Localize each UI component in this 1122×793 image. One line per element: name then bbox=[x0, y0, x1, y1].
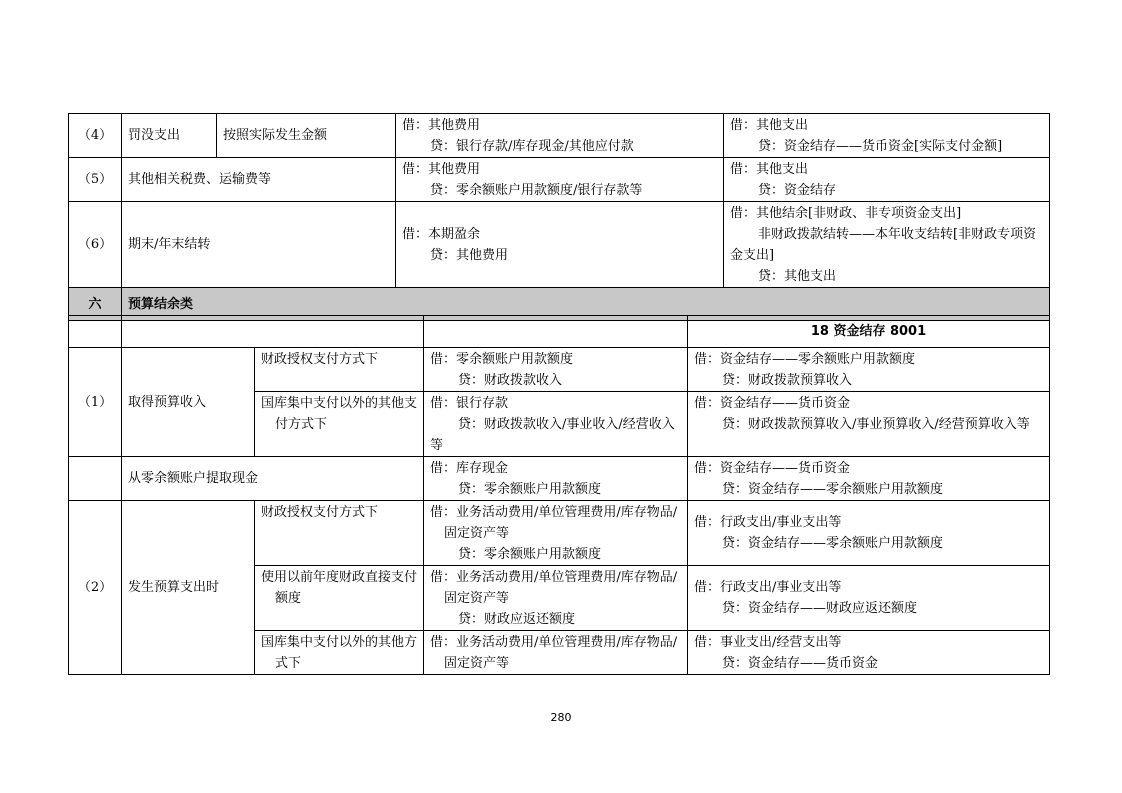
financial-entry bbox=[424, 348, 688, 392]
debit-line: 借：业务活动费用/单位管理费用/库存物品/固定资产等 bbox=[430, 635, 678, 671]
payment-way: 财政授权支付方式下 bbox=[255, 348, 424, 392]
table-header-row bbox=[69, 316, 1050, 348]
row-number: （5） bbox=[69, 158, 122, 202]
credit-line: 贷：资金结存——货币资金[实际支付金额] bbox=[758, 139, 1003, 154]
credit-line: 贷：其他费用 bbox=[430, 247, 509, 263]
credit-line: 贷：财政拨款预算收入/事业预算收入/经营预算收入等 bbox=[722, 417, 1030, 432]
credit-line: 贷：财政应返还额度 bbox=[458, 612, 576, 627]
debit-line: 借：业务活动费用/单位管理费用/库存物品/固定资产等 bbox=[430, 570, 678, 606]
item-cell: 期末/年末结转 bbox=[122, 202, 396, 288]
financial-entry bbox=[396, 114, 724, 158]
row-number: （1） bbox=[69, 348, 122, 457]
item-cell: 发生预算支出时 bbox=[122, 501, 255, 675]
credit-line: 贷：零余额账户用款额度 bbox=[458, 482, 602, 497]
section-number: 六 bbox=[69, 288, 122, 321]
credit-line: 贷：零余额账户用款额度/银行存款等 bbox=[430, 183, 643, 198]
financial-entry bbox=[424, 631, 688, 675]
table-row bbox=[69, 114, 1050, 158]
budget-entry bbox=[724, 158, 1050, 202]
table-row bbox=[69, 158, 1050, 202]
payment-way: 财政授权支付方式下 bbox=[255, 501, 424, 566]
budget-entry bbox=[688, 392, 1050, 457]
payment-way: 使用以前年度财政直接支付额度 bbox=[255, 566, 424, 631]
credit-line: 贷：零余额账户用款额度 bbox=[458, 547, 602, 562]
budget-entry bbox=[688, 457, 1050, 501]
debit-line: 借：行政支出/事业支出等 bbox=[694, 515, 842, 530]
credit-line: 贷：财政拨款预算收入 bbox=[722, 373, 853, 388]
credit-line: 贷：银行存款/库存现金/其他应付款 bbox=[430, 139, 634, 154]
credit-line: 贷：财政拨款收入 bbox=[458, 373, 563, 388]
debit-line: 借：银行存款 bbox=[430, 396, 509, 411]
row-number: （6） bbox=[69, 202, 122, 288]
entries-table-bottom bbox=[68, 315, 1050, 675]
credit-line: 贷：资金结存——零余额账户用款额度 bbox=[722, 482, 944, 497]
debit-line: 借：零余额账户用款额度 bbox=[430, 352, 574, 367]
row-number: （2） bbox=[69, 501, 122, 675]
debit-line: 借：其他费用 bbox=[402, 118, 481, 133]
debit-line: 借：资金结存——货币资金 bbox=[694, 396, 851, 411]
table-row bbox=[69, 501, 1050, 566]
debit-line: 借：其他费用 bbox=[402, 162, 481, 177]
debit-line: 借：资金结存——零余额账户用款额度 bbox=[694, 352, 916, 367]
table-row bbox=[69, 457, 1050, 501]
entries-table-top bbox=[68, 113, 1050, 321]
debit-line: 借：业务活动费用/单位管理费用/库存物品/固定资产等 bbox=[430, 505, 678, 541]
financial-entry bbox=[396, 202, 724, 288]
section-title: 预算结余类 bbox=[122, 288, 1050, 321]
debit-line: 借：事业支出/经营支出等 bbox=[694, 635, 842, 650]
account-header: 18 资金结存 8001 bbox=[688, 316, 1050, 348]
debit-line: 借：行政支出/事业支出等 bbox=[694, 580, 842, 595]
financial-entry bbox=[424, 566, 688, 631]
page-number: 280 bbox=[550, 711, 572, 724]
budget-entry bbox=[724, 202, 1050, 288]
payment-way: 国库集中支付以外的其他支付方式下 bbox=[255, 392, 424, 457]
item-cell: 取得预算收入 bbox=[122, 348, 255, 457]
debit-line: 借：其他结余[非财政、非专项资金支出] bbox=[730, 206, 962, 221]
row-number: （4） bbox=[69, 114, 122, 158]
debit-line: 借：其他支出 bbox=[730, 162, 809, 177]
credit-line: 贷：资金结存——货币资金 bbox=[722, 656, 879, 671]
budget-entry bbox=[688, 348, 1050, 392]
payment-way: 国库集中支付以外的其他方式下 bbox=[255, 631, 424, 675]
credit-line: 贷：资金结存——零余额账户用款额度 bbox=[722, 536, 944, 551]
debit-line: 非财政拨款结转——本年收支结转[非财政专项资金支出] bbox=[730, 227, 1037, 263]
budget-entry bbox=[688, 501, 1050, 566]
credit-line: 贷：财政拨款收入/事业收入/经营收入等 bbox=[430, 417, 675, 453]
table-row bbox=[69, 202, 1050, 288]
credit-line: 贷：资金结存 bbox=[758, 183, 837, 198]
item-cell: 其他相关税费、运输费等 bbox=[122, 158, 396, 202]
financial-entry bbox=[424, 457, 688, 501]
item-cell: 罚没支出 bbox=[122, 114, 217, 158]
debit-line: 借：其他支出 bbox=[730, 118, 809, 133]
basis-cell: 按照实际发生金额 bbox=[217, 114, 396, 158]
budget-entry bbox=[688, 631, 1050, 675]
financial-entry bbox=[424, 501, 688, 566]
debit-line: 借：库存现金 bbox=[430, 461, 509, 476]
table-row bbox=[69, 348, 1050, 392]
debit-line: 借：本期盈余 bbox=[402, 226, 481, 242]
budget-entry bbox=[688, 566, 1050, 631]
credit-line: 贷：资金结存——财政应返还额度 bbox=[722, 601, 918, 616]
debit-line: 借：资金结存——货币资金 bbox=[694, 461, 851, 476]
financial-entry bbox=[424, 392, 688, 457]
budget-entry bbox=[724, 114, 1050, 158]
credit-line: 贷：其他支出 bbox=[758, 269, 837, 284]
item-cell: 从零余额账户提取现金 bbox=[122, 457, 424, 501]
financial-entry bbox=[396, 158, 724, 202]
